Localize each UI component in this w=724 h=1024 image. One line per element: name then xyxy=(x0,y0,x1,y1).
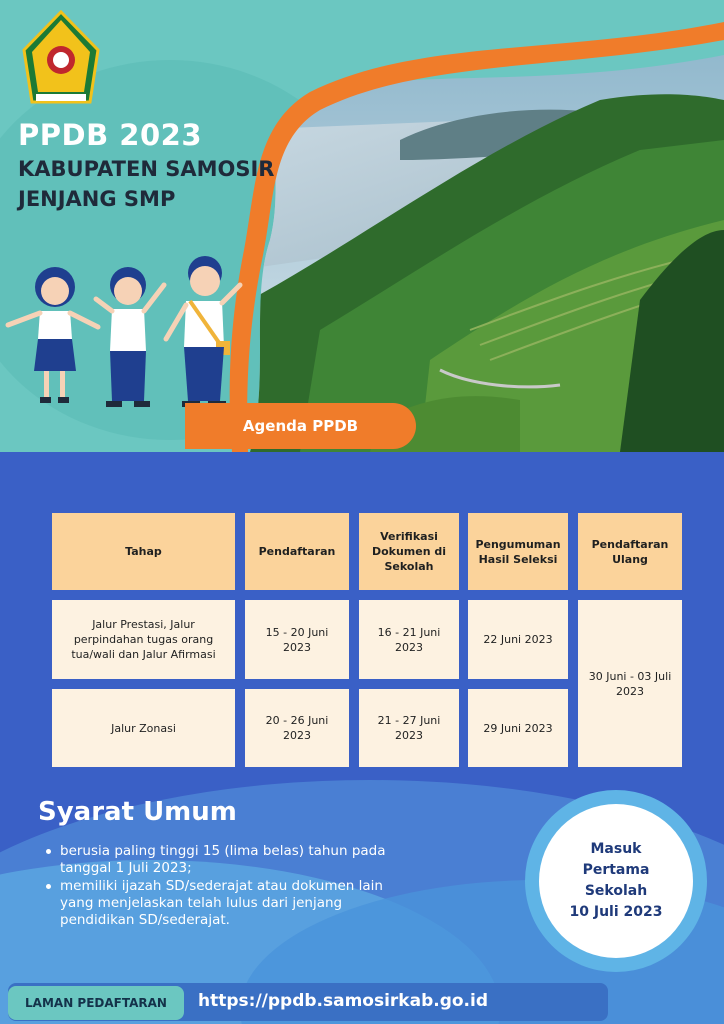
page-title: PPDB 2023 xyxy=(18,118,202,152)
table-cell-tahap: Jalur Zonasi xyxy=(52,689,235,767)
page-subtitle: JENJANG SMP xyxy=(18,187,176,211)
requirements-list xyxy=(46,843,406,930)
table-header-tahap: Tahap xyxy=(52,513,235,590)
table-cell-verifikasi: 16 - 21 Juni 2023 xyxy=(359,600,459,679)
samosir-crest-logo xyxy=(22,10,100,106)
requirements-title: Syarat Umum xyxy=(38,797,237,827)
table-cell-pengumuman: 29 Juni 2023 xyxy=(468,689,568,767)
table-cell-tahap: Jalur Prestasi, Jalur perpindahan tugas orang tua/wali dan Jalur Afirmasi xyxy=(52,600,235,679)
table-cell-daftar-ulang: 30 Juni - 03 Juli 2023 xyxy=(578,600,682,767)
school-start-badge xyxy=(539,804,693,958)
list-item: memiliki ijazah SD/sederajat atau dokumen lain yang menjelaskan telah lulus dari jenjang pendidikan SD/sederajat. xyxy=(46,878,406,929)
list-item: berusia paling tinggi 15 (lima belas) tahun pada tanggal 1 Juli 2023; xyxy=(46,843,406,877)
table-header-pengumuman: Pengumuman Hasil Seleksi xyxy=(468,513,568,590)
page-subtitle: KABUPATEN SAMOSIR xyxy=(18,157,275,181)
agenda-label: Agenda PPDB xyxy=(185,403,416,449)
students-illustration xyxy=(0,255,260,415)
table-cell-pendaftaran: 20 - 26 Juni 2023 xyxy=(245,689,349,767)
table-header-verifikasi: Verifikasi Dokumen di Sekolah xyxy=(359,513,459,590)
table-cell-verifikasi: 21 - 27 Juni 2023 xyxy=(359,689,459,767)
registration-url[interactable]: https://ppdb.samosirkab.go.id xyxy=(198,991,489,1011)
badge-line: Pertama Sekolah xyxy=(582,862,650,899)
table-cell-pendaftaran: 15 - 20 Juni 2023 xyxy=(245,600,349,679)
table-header-pendaftaran: Pendaftaran xyxy=(245,513,349,590)
badge-line: Masuk xyxy=(590,841,642,857)
badge-line: 10 Juli 2023 xyxy=(569,904,663,920)
registration-label: LAMAN PEDAFTARAN xyxy=(8,986,184,1020)
table-header-daftar-ulang: Pendaftaran Ulang xyxy=(578,513,682,590)
table-cell-pengumuman: 22 Juni 2023 xyxy=(468,600,568,679)
